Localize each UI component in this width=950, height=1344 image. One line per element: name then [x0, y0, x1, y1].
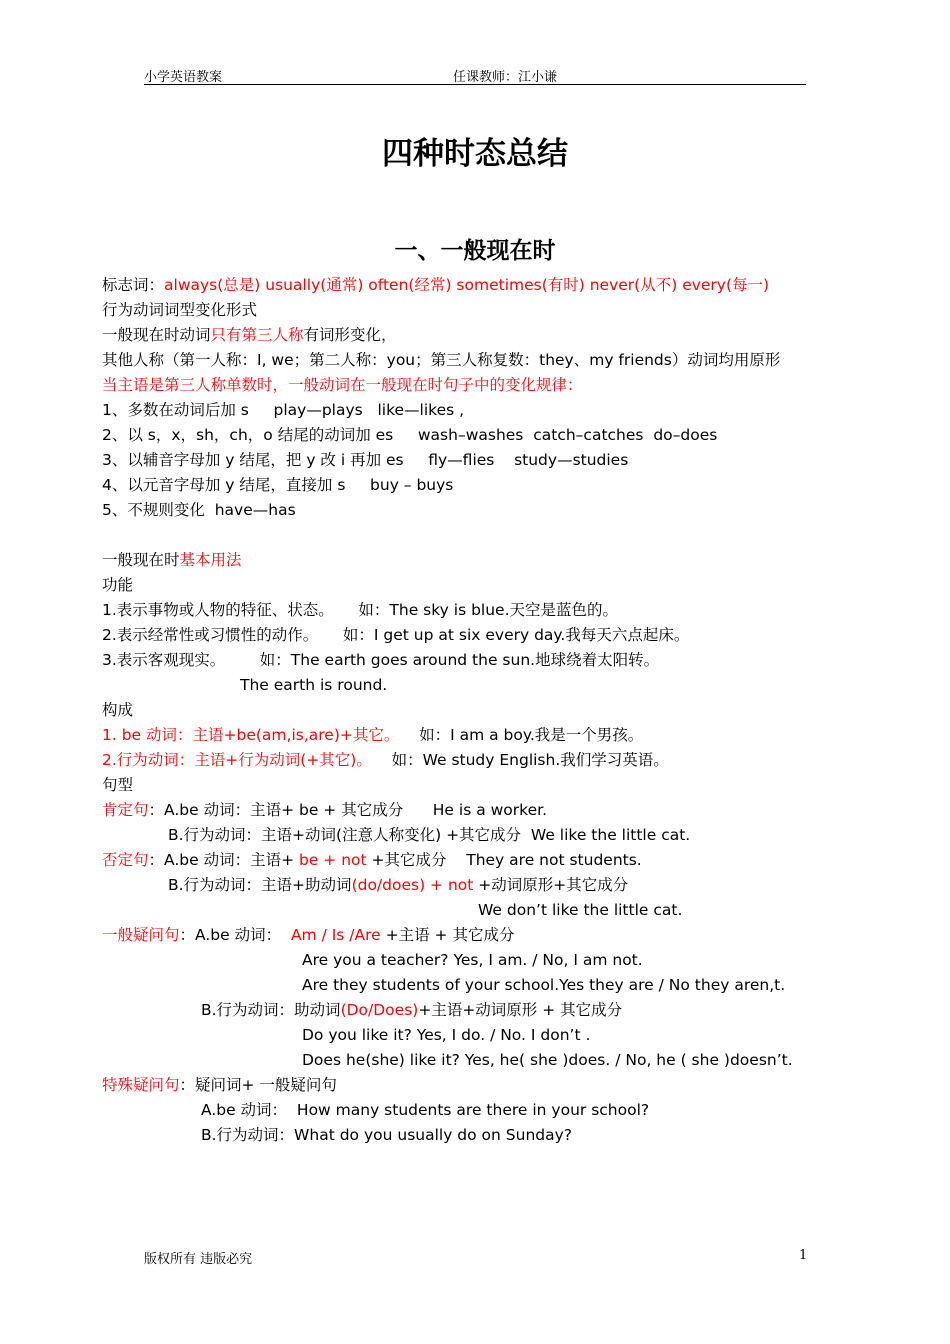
text-segment: Are you a teacher? Yes, I am. / No, I am not.	[302, 951, 643, 969]
text-line	[102, 849, 642, 871]
text-segment: We don’t like the little cat.	[478, 901, 683, 919]
text-line	[102, 549, 242, 571]
text-segment: 功能	[102, 576, 134, 594]
text-line	[102, 474, 453, 496]
text-segment: Are they students of your school.Yes they are / No they aren,t.	[302, 976, 786, 994]
text-segment: 5、不规则变化 have—has	[102, 501, 296, 519]
text-line	[201, 1099, 649, 1121]
text-segment: 2.表示经常性或习惯性的动作。 如：I get up at six every day.我每天六点起床。	[102, 626, 690, 644]
text-segment: 一般现在时	[102, 551, 180, 569]
text-line	[240, 674, 387, 696]
text-line	[102, 774, 133, 796]
text-segment: +其它成分 They are not students.	[366, 851, 642, 869]
text-segment: 其他人称（第一人称：I, we；第二人称：you；第三人称复数：they、my friends）动词均用原形	[102, 351, 781, 369]
highlighted-text: 只有第三人称	[210, 326, 304, 344]
highlighted-text: 2.行为动词：主语+行为动词(+其它)。	[102, 751, 372, 769]
text-line	[102, 624, 689, 646]
text-line	[168, 874, 628, 896]
text-line	[102, 424, 717, 446]
text-segment: 构成	[102, 701, 134, 719]
text-segment: 4、以元音字母加 y 结尾，直接加 s buy – buys	[102, 476, 454, 494]
text-line	[102, 349, 780, 371]
highlighted-text: 一般疑问句	[102, 926, 180, 944]
text-segment: +主语+动词原形 + 其它成分	[418, 1001, 623, 1019]
page-header	[144, 66, 806, 85]
text-line	[102, 749, 669, 771]
text-segment: 行为动词词型变化形式	[102, 301, 258, 319]
text-segment: 如：We study English.我们学习英语。	[371, 751, 669, 769]
text-line	[102, 299, 257, 321]
text-segment: Does he(she) like it? Yes, he( she )does. / No, he ( she )doesn’t.	[302, 1051, 793, 1069]
page-number: 1	[799, 1248, 808, 1263]
text-segment: 1.表示事物或人物的特征、状态。 如：The sky is blue.天空是蓝色的。	[102, 601, 619, 619]
highlighted-text: always(总是) usually(通常) often(经常) sometimes(有时) never(从不) every(每一)	[164, 276, 770, 294]
text-segment: 一般现在时动词	[102, 326, 211, 344]
text-segment: 2、以 s，x，sh，ch，o 结尾的动词加 es wash–washes catch–catches do–does	[102, 426, 718, 444]
header-teacher: 任课教师：江小谦	[453, 70, 558, 85]
text-segment: +主语 + 其它成分	[380, 926, 515, 944]
text-line	[102, 274, 769, 296]
text-segment: 3、以辅音字母加 y 结尾，把 y 改 i 再加 es fly—flies study—studies	[102, 451, 629, 469]
text-segment: B.行为动词：主语+动词(注意人称变化) +其它成分 We like the little cat.	[168, 826, 691, 844]
text-line	[102, 649, 659, 671]
text-segment: 3.表示客观现实。 如：The earth goes around the sun.地球绕着太阳转。	[102, 651, 660, 669]
text-line	[168, 824, 690, 846]
text-line	[102, 699, 133, 721]
text-segment: 如：I am a boy.我是一个男孩。	[399, 726, 644, 744]
text-line	[302, 1049, 793, 1071]
text-segment: 标志词：	[102, 276, 165, 294]
text-line	[102, 799, 547, 821]
highlighted-text: 基本用法	[179, 551, 242, 569]
text-segment: B.行为动词：主语+助动词	[168, 876, 352, 894]
text-line	[102, 449, 628, 471]
header-course: 小学英语教案	[144, 70, 223, 85]
highlighted-text: 当主语是第三人称单数时，一般动词在一般现在时句子中的变化规律：	[102, 376, 583, 394]
section-title: 一、一般现在时	[394, 238, 556, 264]
footer-copyright: 版权所有 违版必究	[144, 1252, 253, 1267]
text-line	[302, 1024, 590, 1046]
text-segment: Do you like it? Yes, I do. / No. I don’t .	[302, 1026, 591, 1044]
text-line	[102, 374, 583, 396]
text-line	[102, 574, 133, 596]
text-segment: ：A.be 动词：主语+	[148, 851, 299, 869]
text-segment: B.行为动词：What do you usually do on Sunday?	[201, 1126, 573, 1144]
text-line	[102, 1074, 337, 1096]
text-segment: +动词原形+其它成分	[473, 876, 629, 894]
text-segment: 有词形变化，	[303, 326, 397, 344]
text-segment: 1、多数在动词后加 s play—plays like—likes ,	[102, 401, 465, 419]
text-line	[102, 324, 397, 346]
text-line	[478, 899, 682, 921]
highlighted-text: 特殊疑问句	[102, 1076, 180, 1094]
text-line	[201, 1124, 572, 1146]
text-line	[201, 999, 622, 1021]
text-segment: ：A.be 动词：	[179, 926, 291, 944]
text-segment: The earth is round.	[240, 676, 388, 694]
highlighted-text: 肯定句	[102, 801, 149, 819]
highlighted-text: Am / Is /Are	[290, 926, 381, 944]
highlighted-text: (do/does) + not	[351, 876, 474, 894]
text-line	[102, 924, 514, 946]
text-line	[302, 974, 785, 996]
document-title: 四种时态总结	[382, 136, 568, 172]
text-segment: ：疑问词+ 一般疑问句	[179, 1076, 337, 1094]
text-segment: B.行为动词：助动词	[201, 1001, 341, 1019]
text-segment: ：A.be 动词：主语+ be + 其它成分 He is a worker.	[148, 801, 547, 819]
text-line	[102, 724, 643, 746]
text-line	[102, 599, 618, 621]
highlighted-text: be + not	[299, 851, 367, 869]
text-segment: A.be 动词： How many students are there in your school?	[201, 1101, 650, 1119]
highlighted-text: (Do/Does)	[340, 1001, 419, 1019]
text-line	[102, 499, 296, 521]
highlighted-text: 否定句	[102, 851, 149, 869]
text-segment: 句型	[102, 776, 134, 794]
highlighted-text: 1. be 动词：主语+be(am,is,are)+其它。	[102, 726, 400, 744]
text-line	[102, 399, 464, 421]
text-line	[302, 949, 643, 971]
